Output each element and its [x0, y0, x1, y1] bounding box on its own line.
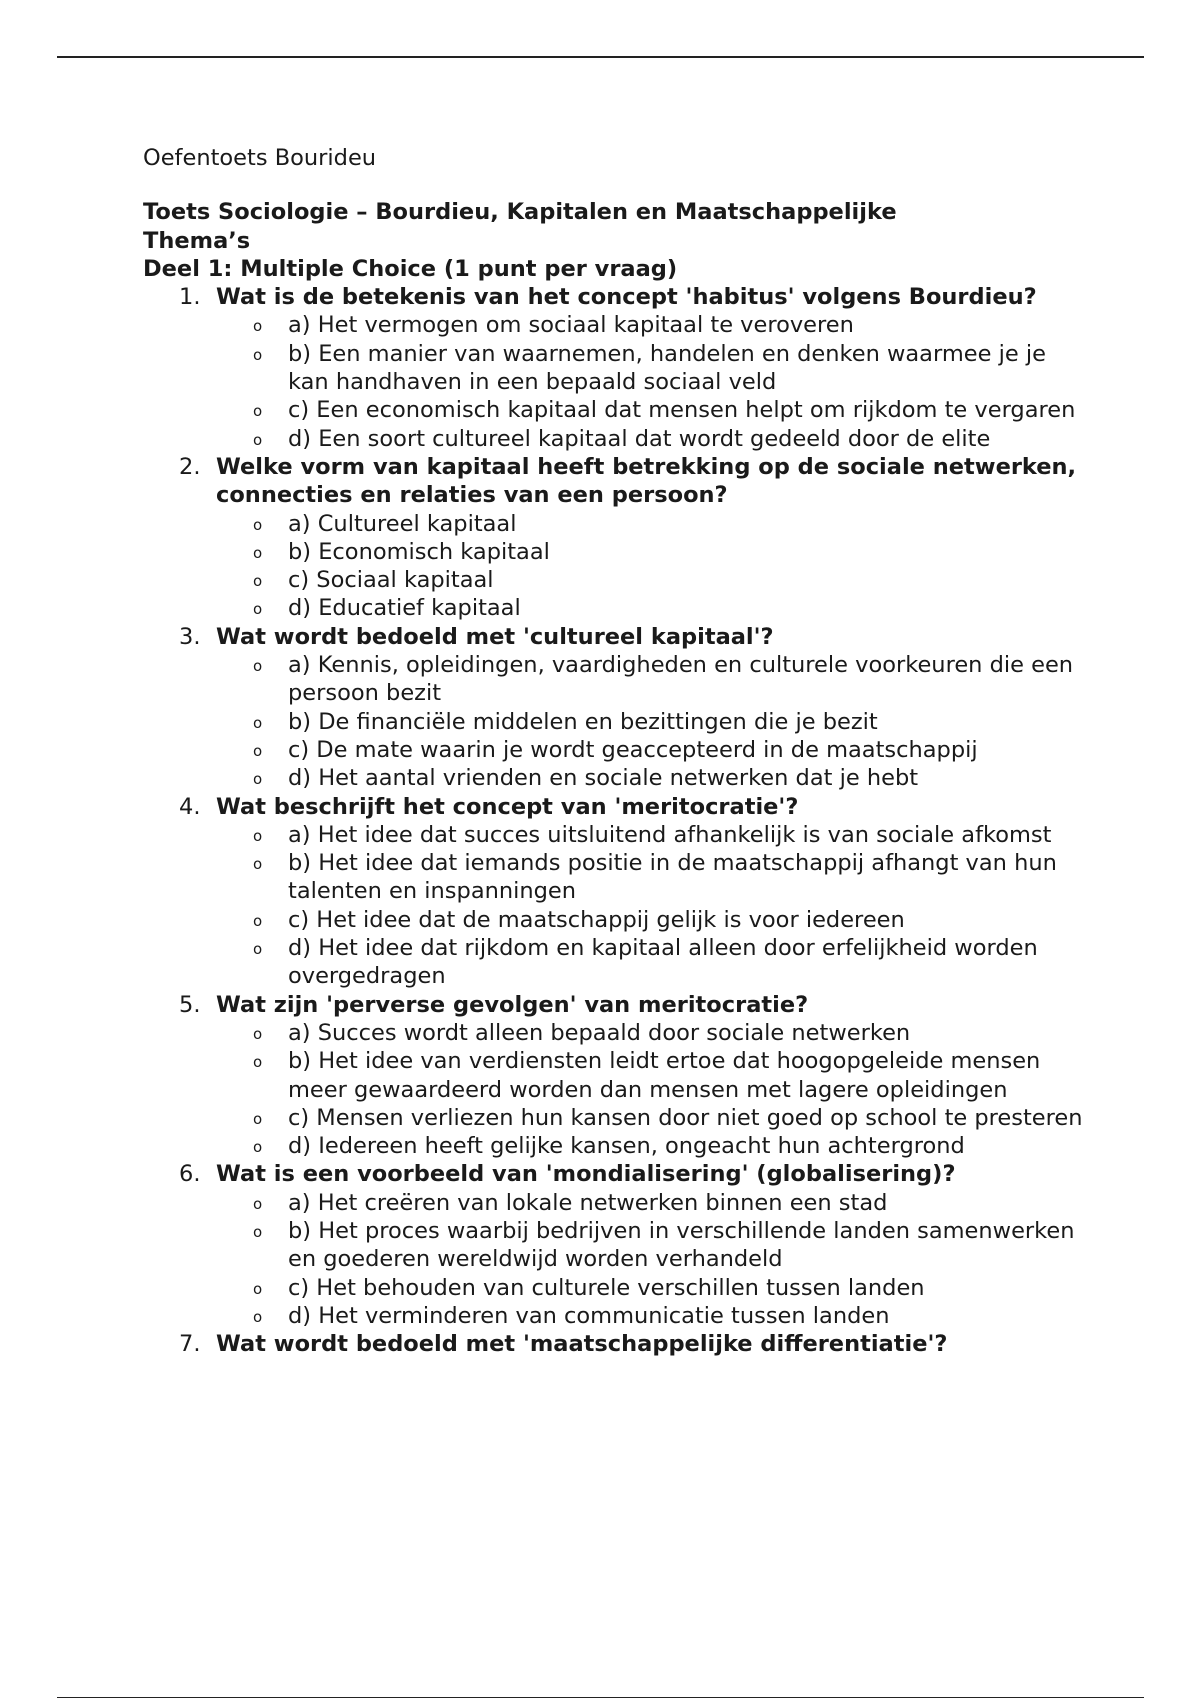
answer-option-text: b) De financiële middelen en bezittingen die je bezit	[288, 708, 878, 735]
answer-option-text: b) Het proces waarbij bedrijven in verschillende landen samenwerken en goederen wereldwijd worden verhandeld	[288, 1217, 1075, 1273]
circle-bullet-icon: o	[253, 1194, 263, 1213]
answer-option	[216, 1132, 1083, 1160]
top-divider	[57, 56, 1144, 58]
circle-bullet-icon: o	[253, 1053, 263, 1072]
bottom-divider	[57, 1697, 1144, 1698]
question-text: Wat wordt bedoeld met 'cultureel kapitaal'?	[216, 623, 774, 650]
question-number: 7.	[179, 1331, 201, 1358]
answer-option	[216, 849, 1083, 906]
question-text: Wat is een voorbeeld van 'mondialisering' (globalisering)?	[216, 1161, 956, 1188]
question-item	[143, 991, 1083, 1161]
answer-option	[216, 425, 1083, 453]
question-item	[143, 793, 1083, 991]
question-text: Wat beschrijft het concept van 'meritocratie'?	[216, 793, 799, 820]
circle-bullet-icon: o	[253, 826, 263, 845]
answer-option-text: c) Sociaal kapitaal	[288, 567, 494, 594]
answer-option-text: b) Een manier van waarnemen, handelen en denken waarmee je je kan handhaven in een bepaald sociaal veld	[288, 340, 1046, 396]
question-text: Wat zijn 'perverse gevolgen' van meritocratie?	[216, 991, 809, 1018]
answer-options	[216, 821, 1083, 991]
answer-option-text: b) Het idee van verdiensten leidt ertoe dat hoogopgeleide mensen meer gewaardeerd worden dan mensen met lagere opleidingen	[288, 1048, 1041, 1103]
circle-bullet-icon: o	[253, 1307, 263, 1326]
circle-bullet-icon: o	[253, 600, 263, 619]
answer-option	[216, 510, 1083, 538]
answer-options	[216, 1019, 1083, 1160]
document-body	[143, 144, 1083, 1358]
circle-bullet-icon: o	[253, 345, 263, 364]
answer-option-text: d) Het idee dat rijkdom en kapitaal alleen door erfelijkheid worden overgedragen	[288, 935, 1038, 990]
question-item	[143, 283, 1083, 453]
answer-option	[216, 934, 1083, 991]
answer-option	[216, 340, 1083, 397]
question-text: Wat is de betekenis van het concept 'habitus' volgens Bourdieu?	[216, 284, 1037, 311]
question-number: 5.	[179, 991, 201, 1018]
question-number: 3.	[179, 623, 201, 650]
document-title: Oefentoets Bourideu	[143, 145, 377, 171]
answer-option	[216, 736, 1083, 764]
circle-bullet-icon: o	[253, 1222, 263, 1241]
answer-option-text: a) Cultureel kapitaal	[288, 510, 517, 537]
answer-option-text: a) Het vermogen om sociaal kapitaal te veroveren	[288, 312, 854, 339]
answer-option-text: a) Kennis, opleidingen, vaardigheden en culturele voorkeuren die een persoon bezit	[288, 652, 1074, 707]
question-item	[143, 453, 1083, 623]
answer-option-text: c) Het idee dat de maatschappij gelijk is voor iedereen	[288, 906, 905, 933]
answer-option-text: d) Het verminderen van communicatie tussen landen	[288, 1302, 890, 1329]
answer-option	[216, 538, 1083, 566]
answer-option-text: c) Mensen verliezen hun kansen door niet goed op school te presteren	[288, 1104, 1083, 1131]
test-title: Toets Sociologie – Bourdieu, Kapitalen en Maatschappelijke Thema’s	[143, 199, 897, 254]
answer-option	[216, 651, 1083, 708]
answer-option	[216, 1019, 1083, 1047]
circle-bullet-icon: o	[253, 940, 263, 959]
answer-option	[216, 594, 1083, 622]
question-text: Welke vorm van kapitaal heeft betrekking op de sociale netwerken, connecties en relaties van een persoon?	[216, 453, 1077, 509]
question-item	[143, 1330, 1083, 1358]
circle-bullet-icon: o	[253, 317, 263, 336]
circle-bullet-icon: o	[253, 1279, 263, 1298]
answer-option-text: d) Het aantal vrienden en sociale netwerken dat je hebt	[288, 765, 919, 792]
answer-option-text: a) Het creëren van lokale netwerken binnen een stad	[288, 1189, 888, 1216]
answer-options	[216, 651, 1083, 792]
answer-option	[216, 821, 1083, 849]
answer-option	[216, 764, 1083, 792]
question-number: 2.	[179, 453, 201, 480]
answer-option	[216, 566, 1083, 594]
circle-bullet-icon: o	[253, 713, 263, 732]
answer-option-text: d) Educatief kapitaal	[288, 595, 521, 622]
answer-option-text: b) Het idee dat iemands positie in de maatschappij afhangt van hun talenten en inspanningen	[288, 850, 1057, 905]
answer-option-text: d) Een soort cultureel kapitaal dat wordt gedeeld door de elite	[288, 425, 991, 452]
answer-option	[216, 1217, 1083, 1274]
section-title: Deel 1: Multiple Choice (1 punt per vraag)	[143, 255, 678, 282]
circle-bullet-icon: o	[253, 855, 263, 874]
answer-option	[216, 1274, 1083, 1302]
answer-options	[216, 510, 1083, 623]
answer-option-text: c) De mate waarin je wordt geaccepteerd in de maatschappij	[288, 736, 978, 763]
answer-option	[216, 906, 1083, 934]
circle-bullet-icon: o	[253, 770, 263, 789]
answer-option	[216, 311, 1083, 339]
answer-option	[216, 396, 1083, 424]
question-number: 4.	[179, 793, 201, 820]
answer-option-text: d) Iedereen heeft gelijke kansen, ongeacht hun achtergrond	[288, 1133, 965, 1160]
question-item	[143, 623, 1083, 793]
question-list	[143, 283, 1083, 1358]
answer-options	[216, 1189, 1083, 1330]
question-number: 6.	[179, 1161, 201, 1188]
answer-option	[216, 1104, 1083, 1132]
circle-bullet-icon: o	[253, 572, 263, 591]
answer-option	[216, 1047, 1083, 1104]
circle-bullet-icon: o	[253, 1109, 263, 1128]
answer-option	[216, 1302, 1083, 1330]
circle-bullet-icon: o	[253, 402, 263, 421]
circle-bullet-icon: o	[253, 1024, 263, 1043]
answer-option-text: c) Een economisch kapitaal dat mensen helpt om rijkdom te vergaren	[288, 397, 1076, 424]
answer-options	[216, 311, 1083, 452]
circle-bullet-icon: o	[253, 430, 263, 449]
circle-bullet-icon: o	[253, 741, 263, 760]
answer-option-text: c) Het behouden van culturele verschillen tussen landen	[288, 1274, 925, 1301]
answer-option	[216, 708, 1083, 736]
question-number: 1.	[179, 284, 201, 311]
question-item	[143, 1160, 1083, 1330]
circle-bullet-icon: o	[253, 515, 263, 534]
circle-bullet-icon: o	[253, 543, 263, 562]
circle-bullet-icon: o	[253, 657, 263, 676]
question-text: Wat wordt bedoeld met 'maatschappelijke differentiatie'?	[216, 1331, 948, 1358]
answer-option-text: a) Succes wordt alleen bepaald door sociale netwerken	[288, 1019, 911, 1046]
circle-bullet-icon: o	[253, 1138, 263, 1157]
answer-option-text: a) Het idee dat succes uitsluitend afhankelijk is van sociale afkomst	[288, 821, 1052, 848]
answer-option-text: b) Economisch kapitaal	[288, 538, 550, 565]
answer-option	[216, 1189, 1083, 1217]
circle-bullet-icon: o	[253, 911, 263, 930]
